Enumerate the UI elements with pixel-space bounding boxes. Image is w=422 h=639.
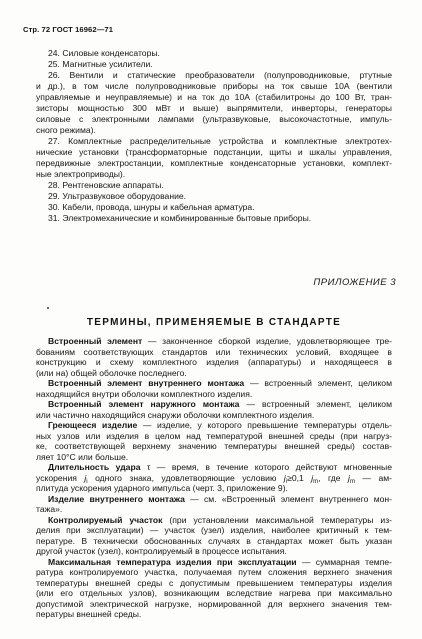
subscript: i xyxy=(86,478,88,485)
text-line: находящийся внутри оболочки комплектного изделия. xyxy=(36,388,253,399)
text-fragment: одного знака, удовлетворяющие условию xyxy=(87,472,284,483)
text-line: ных узлов или изделия в целом над температурой внешней среды (при нагруз- xyxy=(36,430,392,441)
text-line: 30. Кабели, провода, шнуры и кабельная арматура. xyxy=(48,202,255,212)
term-text: — встроенный элемент, целиком xyxy=(239,399,392,409)
text-line: 24. Силовые конденсаторы. xyxy=(48,48,160,58)
term-text: — суммарная темпе- xyxy=(296,556,392,567)
terms-list xyxy=(36,336,392,620)
text-line: пературе. В технически обоснованных случаях в стандартах может быть указан xyxy=(36,535,392,546)
section-title: ТЕРМИНЫ, ПРИМЕНЯЕМЫЕ В СТАНДАРТЕ xyxy=(86,317,342,328)
text-line: бованиям соответствующих стандартов или технических условий, входящее в xyxy=(36,346,392,357)
text-line: и др.), в том числе полупроводниковые приборы на ток свыше 10А (вентили xyxy=(36,81,392,91)
page-header: Стр. 72 ГОСТ 16962—71 xyxy=(23,25,114,34)
term-name: Изделие внутреннего монтажа xyxy=(48,493,185,504)
text-fragment: — ам- xyxy=(354,472,393,483)
text-line: или частично находящийся снаружи оболочки комплектного изделия. xyxy=(36,409,315,420)
term-definition xyxy=(36,399,392,420)
text-line xyxy=(36,336,392,347)
text-line: силовые с электронными лампами (ультразвуковые, высокочастотные, импуль- xyxy=(36,114,392,124)
list-item xyxy=(36,70,392,136)
term-text: (при установлении максимальной температуры из- xyxy=(162,514,393,525)
text-line xyxy=(36,462,392,473)
text-line: управляемые и неуправляемые) и на ток до 10А (стабилитроны до 100 Вт, тран- xyxy=(36,92,392,102)
text-line: ке, соответствующей верхнему значению температуры внешней среды) состав- xyxy=(36,441,392,451)
appendix-label: ПРИЛОЖЕНИЕ 3 xyxy=(313,277,396,288)
term-text: — изделие, у которого превышение температуры отдель- xyxy=(137,420,392,430)
text-line: ляет 10°С или больше. xyxy=(36,451,129,462)
text-line: конструкцию и схему комплектного изделия (аппаратуры) и находящееся в xyxy=(36,357,392,367)
list-item xyxy=(36,59,392,70)
text-line: (или его отдельных узлов), возникающим вследствие нагрева при максимально xyxy=(36,588,392,598)
term-definition xyxy=(36,420,392,462)
list-item xyxy=(36,48,392,59)
term-name: Греющееся изделие xyxy=(48,420,138,430)
term-name: Встроенный элемент внутреннего монтажа xyxy=(48,378,245,388)
text-line: ные электроприводы). xyxy=(36,169,126,179)
term-definition xyxy=(36,336,392,378)
text-line: зисторы мощностью 300 мВт и выше) выпрямители, инверторы, генераторы xyxy=(36,103,392,113)
text-line: 26. Вентили и статические преобразователи (полупроводниковые, ртутные xyxy=(48,70,392,80)
scan-speck xyxy=(47,307,49,309)
text-line: тажа». xyxy=(36,504,63,514)
text-line: передвижные электростанции, комплектные конденсаторные установки, комплект- xyxy=(36,158,392,168)
term-name: Контролируемый участок xyxy=(48,514,163,525)
text-line: температуры внешней среды с допустимым превышением температуры изделия xyxy=(36,577,392,588)
term-definition xyxy=(36,378,392,399)
text-fragment: ускорения xyxy=(36,472,85,483)
subscript: m xyxy=(313,478,319,485)
list-item xyxy=(36,136,392,180)
list-item xyxy=(36,180,392,191)
list-item xyxy=(36,202,392,213)
term-name: Встроенный элемент наружного монтажа xyxy=(48,399,240,409)
text-fragment: , где xyxy=(318,472,349,483)
text-line: другой участок (узел), контролируемый в процессе испытания. xyxy=(36,546,287,556)
text-line: допустимой электрической нагрузке, нормированной для верхнего значения тем- xyxy=(36,598,392,609)
list-item xyxy=(36,191,392,202)
term-text: — законченное сборкой изделие, удовлетворяющее тре- xyxy=(142,336,392,346)
text-line: делия при эксплуатации) — участок (узел) изделия, наиболее критичный к тем- xyxy=(36,525,392,535)
list-item xyxy=(36,213,392,224)
text-line xyxy=(36,420,392,431)
text-line: сного режима). xyxy=(36,125,96,135)
text-line xyxy=(36,494,392,505)
term-definition xyxy=(36,462,392,494)
term-name: Встроенный элемент xyxy=(48,336,143,346)
text-fragment: ≥0,1 xyxy=(287,472,312,483)
term-text: — см. «Встроенный элемент внутреннего мон- xyxy=(184,493,392,504)
text-line: 29. Ультразвуковое оборудование. xyxy=(48,191,187,201)
term-definition xyxy=(36,515,392,557)
term-definition xyxy=(36,494,392,515)
text-line: 31. Электромеханические и комбинированные бытовые приборы. xyxy=(48,213,312,223)
text-line: (или на) общей оболочке последнего. xyxy=(36,367,187,378)
text-line: плитуда ускорения ударного импульса (черт. 3, приложение 9). xyxy=(36,483,288,493)
subscript: m xyxy=(349,478,355,485)
text-line: 25. Магнитные усилители. xyxy=(48,59,153,69)
acceleration-symbol: j xyxy=(84,472,87,483)
text-line: 28. Рентгеновские аппараты. xyxy=(48,180,164,190)
text-line xyxy=(36,399,392,410)
text-line: пературы внешней среды. xyxy=(36,609,142,619)
text-line: ратура контролируемого участка, получаемая путем сложения верхнего значения xyxy=(36,567,392,577)
term-text: — встроенный элемент, целиком xyxy=(244,378,392,388)
term-definition xyxy=(36,557,392,620)
subscript: i xyxy=(285,478,288,485)
acceleration-symbol: j xyxy=(348,472,350,483)
formula-line xyxy=(36,473,392,484)
text-line xyxy=(36,557,392,568)
term-name: Максимальная температура изделия при эксплуатации xyxy=(48,556,297,567)
text-line: 27. Комплектные распределительные устройства и комплектные электротех- xyxy=(48,136,392,146)
equipment-list xyxy=(36,48,392,224)
term-name: Длительность удара xyxy=(48,462,141,472)
text-line: нические установки (трансформаторные подстанции, щиты и шкалы управления, xyxy=(36,147,392,157)
text-line xyxy=(36,515,392,526)
acceleration-symbol: j xyxy=(283,472,286,483)
term-text: τ — время, в течение которого действуют мгновенные xyxy=(140,462,392,472)
text-line xyxy=(36,378,392,389)
acceleration-symbol: j xyxy=(311,472,314,483)
